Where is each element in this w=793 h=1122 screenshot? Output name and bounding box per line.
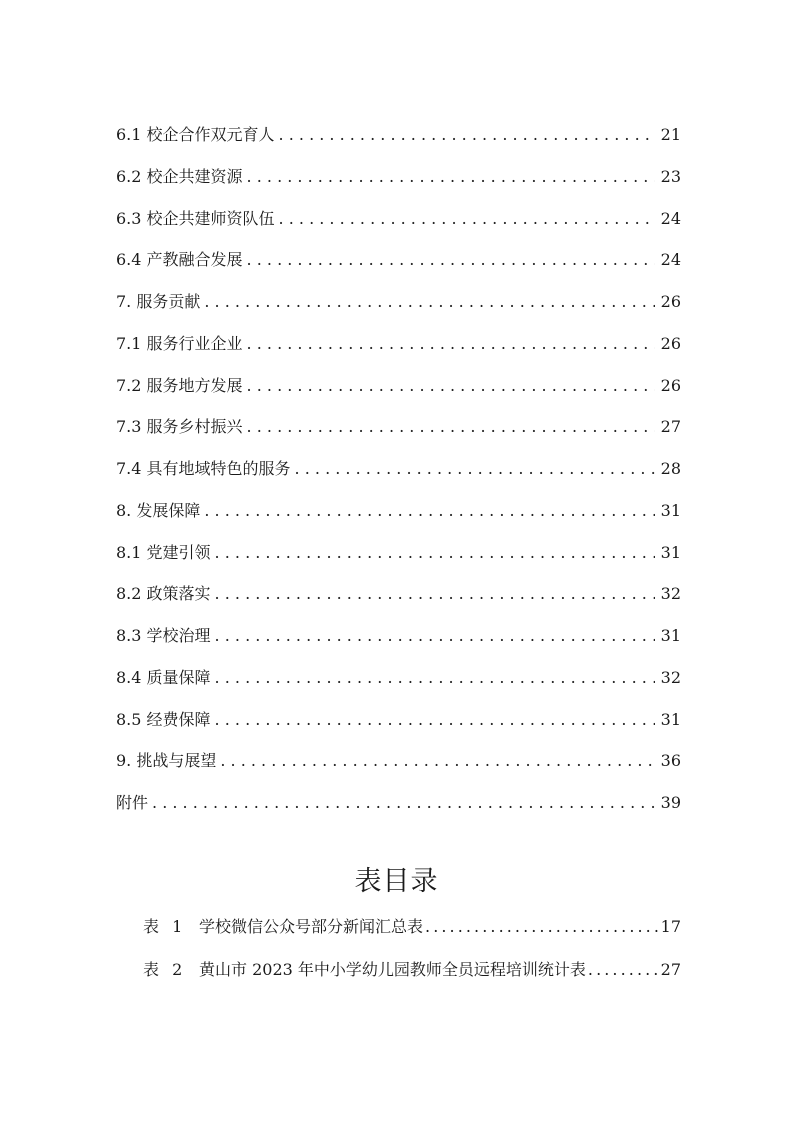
toc-entry[interactable] xyxy=(116,615,681,657)
toc-entry-label: 7.2 服务地方发展 xyxy=(116,375,243,395)
tables-toc-heading: 表目录 xyxy=(354,866,439,897)
toc-entry-label: 6.3 校企共建师资队伍 xyxy=(116,208,275,228)
dot-leader xyxy=(247,156,655,198)
toc-entry-label: 7. 服务贡献 xyxy=(116,292,201,311)
toc-entry-label: 8.2 政策落实 xyxy=(116,584,211,604)
table-title: 学校微信公众号部分新闻汇总表 xyxy=(199,917,424,936)
toc-entry-label: 8.4 质量保障 xyxy=(116,667,211,687)
toc-entry-page: 27 xyxy=(660,417,681,437)
toc-entry-page: 26 xyxy=(660,292,681,311)
toc-entry-label: 8.1 党建引领 xyxy=(116,542,211,562)
dot-leader xyxy=(215,699,655,741)
dot-leader xyxy=(215,615,655,657)
toc-entry[interactable] xyxy=(116,782,681,824)
toc-entry[interactable] xyxy=(116,114,681,156)
toc-entry[interactable] xyxy=(116,323,681,365)
toc-entry[interactable] xyxy=(116,532,681,574)
toc-entry-page: 24 xyxy=(660,250,681,270)
toc-entry-page: 31 xyxy=(660,626,681,645)
toc-entry[interactable] xyxy=(116,281,681,323)
toc-entry-label: 7.1 服务行业企业 xyxy=(116,333,243,353)
toc-entry[interactable] xyxy=(116,657,681,699)
toc-entry-label: 8. 发展保障 xyxy=(116,500,201,520)
dot-leader xyxy=(247,239,655,281)
dot-leader xyxy=(279,198,655,240)
toc-entry-page: 26 xyxy=(660,333,681,353)
toc-entry-label: 6.1 校企合作双元育人 xyxy=(116,125,275,144)
dot-leader xyxy=(220,740,654,782)
toc-entry-label: 8.3 学校治理 xyxy=(116,626,211,645)
tables-toc-list xyxy=(143,905,681,991)
toc-entry-page: 23 xyxy=(660,166,681,186)
table-page: 17 xyxy=(660,917,681,936)
toc-entry-page: 31 xyxy=(660,542,681,562)
table-number: 表 2 xyxy=(143,960,187,979)
dot-leader xyxy=(295,448,655,490)
toc-entry-label: 8.5 经费保障 xyxy=(116,709,211,729)
table-title: 黄山市 2023 年中小学幼儿园教师全员远程培训统计表 xyxy=(199,960,586,979)
dot-leader xyxy=(204,490,654,532)
toc-entry-page: 28 xyxy=(660,459,681,478)
toc-entry-page: 39 xyxy=(660,793,681,812)
toc-entry-label: 7.3 服务乡村振兴 xyxy=(116,417,243,437)
toc-entry-label: 7.4 具有地域特色的服务 xyxy=(116,459,291,478)
toc-entry-page: 31 xyxy=(660,709,681,729)
dot-leader xyxy=(215,657,655,699)
toc-entry[interactable] xyxy=(116,740,681,782)
dot-leader xyxy=(247,323,655,365)
dot-leader xyxy=(215,532,655,574)
toc-entry-label: 6.4 产教融合发展 xyxy=(116,250,243,270)
toc-entry-page: 32 xyxy=(660,584,681,604)
tables-toc-entry[interactable] xyxy=(143,948,681,991)
toc-entry[interactable] xyxy=(116,573,681,615)
toc-entry[interactable] xyxy=(116,365,681,407)
dot-leader xyxy=(425,905,659,948)
table-number: 表 1 xyxy=(143,917,187,936)
dot-leader xyxy=(247,365,655,407)
toc-entry[interactable] xyxy=(116,156,681,198)
dot-leader xyxy=(247,406,655,448)
toc-entry[interactable] xyxy=(116,239,681,281)
toc-entry-page: 26 xyxy=(660,375,681,395)
toc-entry-page: 32 xyxy=(660,667,681,687)
tables-toc-entry[interactable] xyxy=(143,905,681,948)
dot-leader xyxy=(215,573,655,615)
table-of-contents xyxy=(116,114,681,824)
toc-entry[interactable] xyxy=(116,490,681,532)
toc-entry[interactable] xyxy=(116,406,681,448)
toc-entry-label: 9. 挑战与展望 xyxy=(116,751,217,771)
dot-leader xyxy=(152,782,655,824)
toc-entry-label: 6.2 校企共建资源 xyxy=(116,166,243,186)
toc-entry[interactable] xyxy=(116,198,681,240)
toc-entry[interactable] xyxy=(116,699,681,741)
dot-leader xyxy=(588,948,659,991)
toc-entry-page: 24 xyxy=(660,208,681,228)
dot-leader xyxy=(204,281,654,323)
toc-entry-page: 36 xyxy=(660,751,681,771)
toc-entry-page: 21 xyxy=(660,125,681,144)
toc-entry-label: 附件 xyxy=(116,793,149,812)
toc-entry-page: 31 xyxy=(660,500,681,520)
dot-leader xyxy=(279,114,655,156)
toc-entry[interactable] xyxy=(116,448,681,490)
table-page: 27 xyxy=(660,960,681,979)
